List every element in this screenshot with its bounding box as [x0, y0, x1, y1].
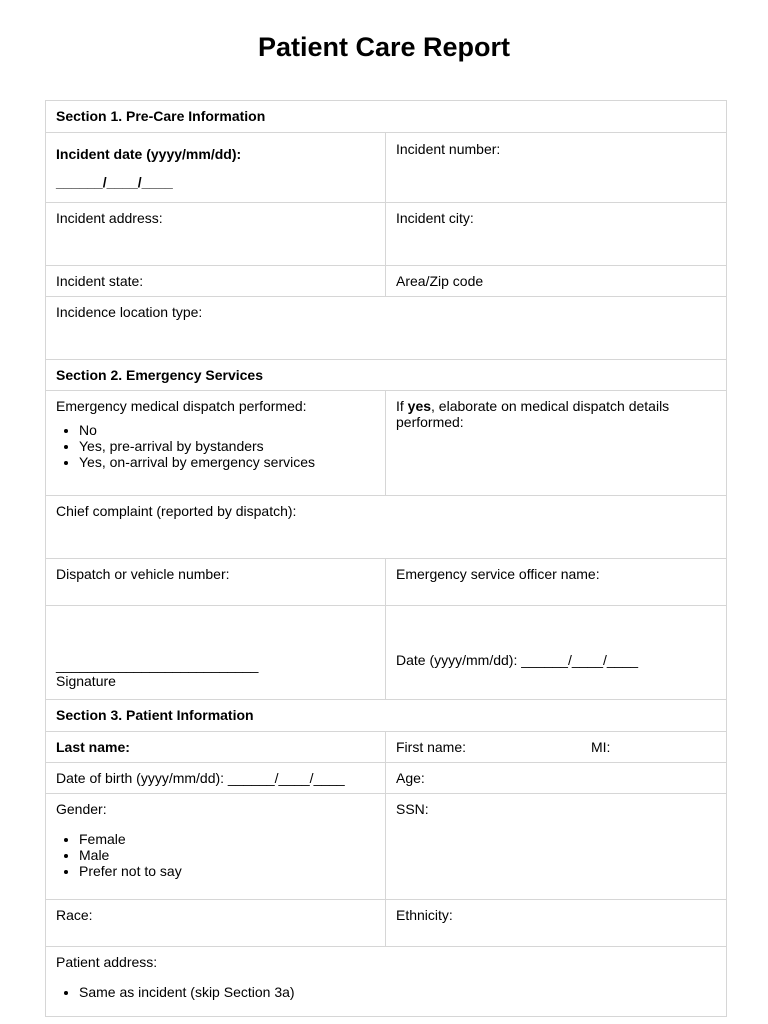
officer-name-label: Emergency service officer name:: [396, 566, 600, 582]
dispatch-cell[interactable]: [46, 391, 386, 496]
gender-option-female[interactable]: • Female: [79, 831, 375, 847]
ethnicity-cell[interactable]: [386, 900, 727, 947]
dob-label: Date of birth (yyyy/mm/dd): ______/____/____: [56, 770, 345, 786]
officer-date-cell[interactable]: [386, 606, 727, 700]
race-label: Race:: [56, 907, 93, 923]
vehicle-number-label: Dispatch or vehicle number:: [56, 566, 230, 582]
dispatch-label: Emergency medical dispatch performed:: [56, 398, 307, 414]
gender-options: [56, 831, 375, 879]
first-name-label: First name:: [396, 739, 467, 755]
address-options: [56, 984, 716, 1000]
incident-address-cell[interactable]: [46, 203, 386, 266]
vehicle-number-cell[interactable]: [46, 559, 386, 606]
age-cell[interactable]: [386, 763, 727, 794]
incident-date-label: Incident date (yyyy/mm/dd):: [56, 146, 242, 162]
incident-date-cell[interactable]: [46, 133, 386, 203]
page-title: Patient Care Report: [257, 32, 511, 62]
incident-city-label: Incident city:: [396, 210, 474, 226]
gender-cell[interactable]: [46, 794, 386, 900]
incident-address-label: Incident address:: [56, 210, 163, 226]
elaborate-suffix: , elaborate on medical dispatch details performed:: [396, 398, 670, 430]
officer-date-label: Date (yyyy/mm/dd): ______/____/____: [396, 652, 639, 668]
incident-number-label: Incident number:: [396, 141, 501, 157]
signature-label: Signature: [56, 673, 116, 689]
incident-state-cell[interactable]: [46, 266, 386, 297]
ssn-label: SSN:: [396, 801, 429, 817]
elaborate-label: [396, 398, 716, 430]
dispatch-option-emergency[interactable]: • Yes, on-arrival by emergency services: [79, 454, 375, 470]
location-type-label: Incidence location type:: [56, 304, 203, 320]
gender-option-prefer-not[interactable]: • Prefer not to say: [79, 863, 375, 879]
gender-label: Gender:: [56, 801, 107, 817]
patient-address-cell[interactable]: [46, 947, 727, 1017]
dispatch-option-bystanders[interactable]: • Yes, pre-arrival by bystanders: [79, 438, 375, 454]
dispatch-options: [56, 422, 375, 470]
elaborate-prefix: If: [396, 398, 408, 414]
race-cell[interactable]: [46, 900, 386, 947]
gender-option-male[interactable]: • Male: [79, 847, 375, 863]
first-name-cell[interactable]: [386, 732, 727, 763]
section2-heading: Section 2. Emergency Services: [46, 360, 727, 391]
location-type-cell[interactable]: [46, 297, 727, 360]
officer-name-cell[interactable]: [386, 559, 727, 606]
age-label: Age:: [396, 770, 425, 786]
dob-cell[interactable]: [46, 763, 386, 794]
chief-complaint-cell[interactable]: [46, 496, 727, 559]
ssn-cell[interactable]: [386, 794, 727, 900]
elaborate-yes: yes: [407, 398, 432, 414]
area-zip-label: Area/Zip code: [396, 273, 484, 289]
section3-heading: Section 3. Patient Information: [46, 700, 727, 732]
incident-state-label: Incident state:: [56, 273, 144, 289]
incident-number-cell[interactable]: [386, 133, 727, 203]
mi-label: MI:: [591, 739, 611, 755]
incident-date-blank: ______/____/____: [56, 174, 173, 190]
patient-address-label: Patient address:: [56, 954, 158, 970]
ethnicity-label: Ethnicity:: [396, 907, 453, 923]
chief-complaint-label: Chief complaint (reported by dispatch):: [56, 503, 297, 519]
address-option-same[interactable]: • Same as incident (skip Section 3a): [79, 984, 716, 1000]
last-name-label: Last name:: [56, 739, 130, 755]
signature-line: __________________________: [56, 657, 259, 673]
elaborate-cell[interactable]: [386, 391, 727, 496]
area-zip-cell[interactable]: [386, 266, 727, 297]
last-name-cell[interactable]: [46, 732, 386, 763]
signature-cell[interactable]: [46, 606, 386, 700]
section1-heading: Section 1. Pre-Care Information: [46, 101, 727, 133]
dispatch-option-no[interactable]: • No: [79, 422, 375, 438]
incident-city-cell[interactable]: [386, 203, 727, 266]
patient-care-form: [45, 100, 727, 1017]
